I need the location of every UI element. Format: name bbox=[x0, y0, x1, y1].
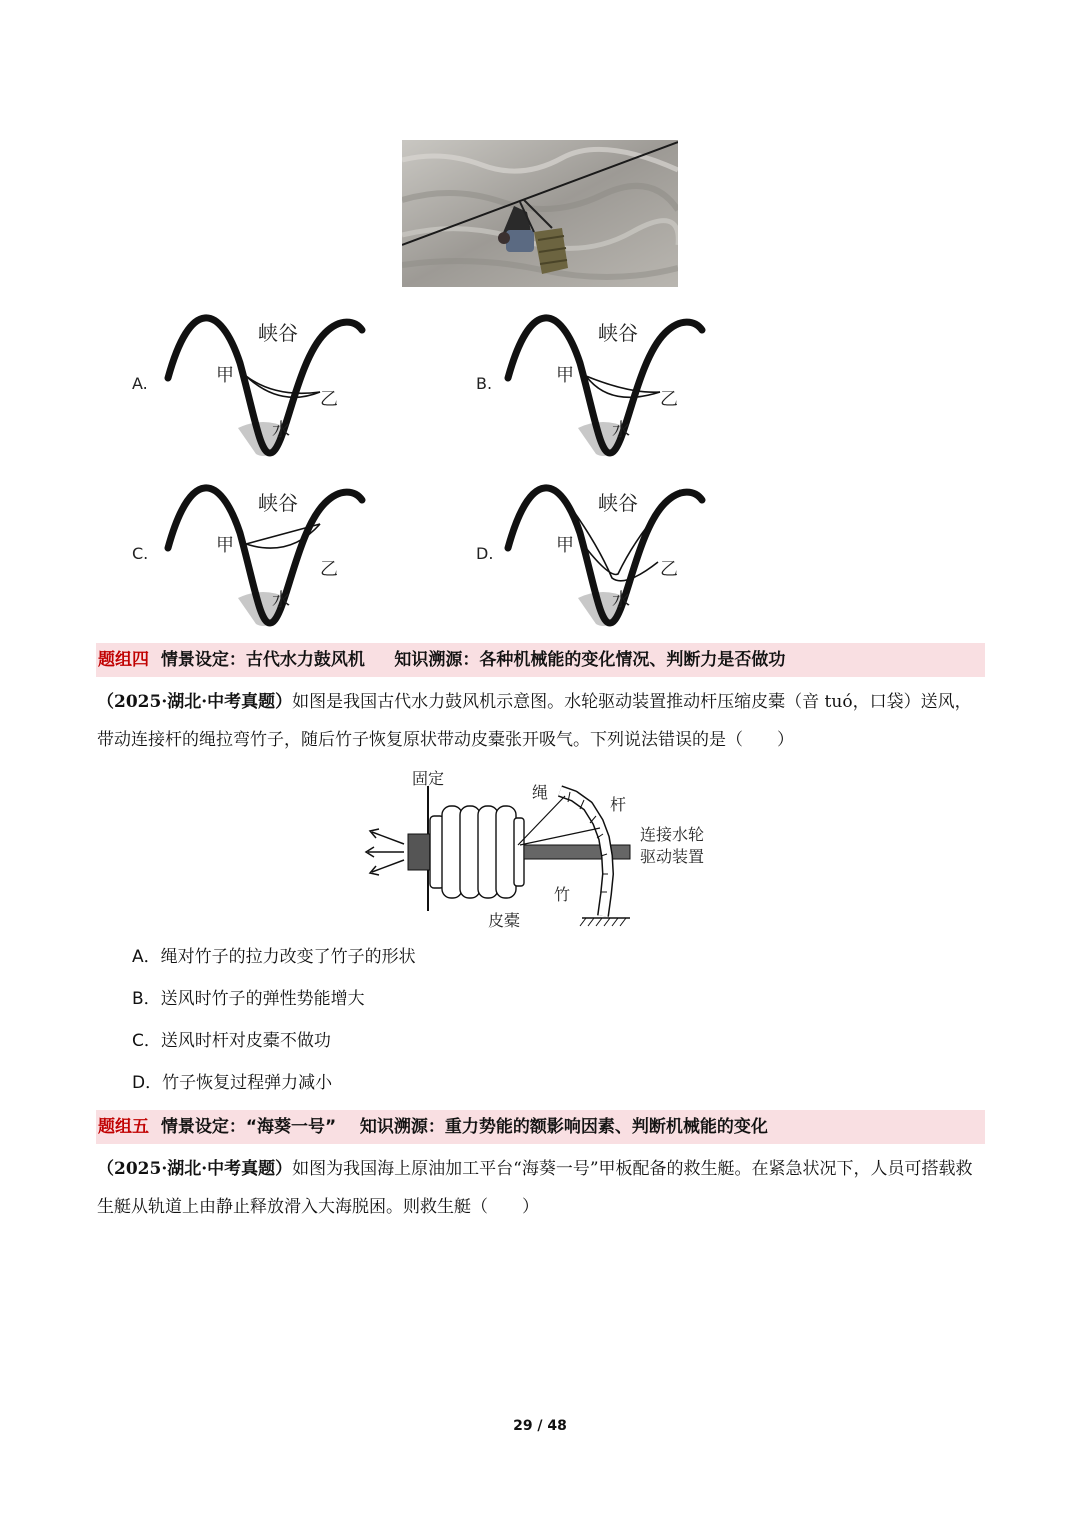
group4-header bbox=[98, 643, 785, 677]
yi-label-c: 乙 bbox=[320, 559, 338, 580]
group4-header-rest: 情景设定：古代水力鼓风机 知识溯源：各种机械能的变化情况、判断力是否做功 bbox=[149, 650, 786, 670]
option-d-letter: D. bbox=[476, 544, 494, 563]
label-fixed: 固定 bbox=[412, 769, 445, 788]
zipline-photo-image bbox=[402, 140, 678, 287]
page-number: 29 / 48 bbox=[513, 1418, 567, 1434]
option-a-letter: A. bbox=[132, 374, 148, 393]
choice-letter: D． bbox=[132, 1073, 163, 1093]
label-bamboo: 竹 bbox=[554, 885, 571, 904]
yi-label-d: 乙 bbox=[660, 559, 678, 580]
group4-tag: 题组四 bbox=[98, 650, 149, 670]
group4-choice-a[interactable] bbox=[132, 945, 416, 969]
jia-label-a: 甲 bbox=[216, 365, 234, 386]
group5-header-rest: 情景设定：“海葵一号” 知识溯源：重力势能的额影响因素、判断机械能的变化 bbox=[149, 1117, 768, 1137]
water-label-c: 水 bbox=[272, 590, 290, 611]
water-label-a: 水 bbox=[272, 420, 290, 441]
jia-label-d: 甲 bbox=[556, 535, 574, 556]
canyon-diagram-a bbox=[160, 308, 370, 463]
group4-question bbox=[97, 683, 987, 759]
choice-text: 竹子恢复过程弹力减小 bbox=[162, 1073, 333, 1093]
canyon-diagram-b bbox=[500, 308, 710, 463]
choice-text: 送风时竹子的弹性势能增大 bbox=[160, 989, 365, 1009]
choice-letter: A． bbox=[132, 947, 161, 967]
canyon-label-d: 峡谷 bbox=[598, 491, 638, 515]
group4-choice-b[interactable] bbox=[132, 987, 365, 1011]
group5-source: （2025·湖北·中考真题） bbox=[97, 1159, 293, 1179]
canyon-label-a: 峡谷 bbox=[258, 321, 298, 345]
group5-question-text: 如图为我国海上原油加工平台“海葵一号”甲板配备的救生艇。在紧急状况下，人员可搭载救生艇从轨道上由静止释放滑入大海脱困。则救生艇（ ） bbox=[97, 1159, 973, 1217]
group4-choice-d[interactable] bbox=[132, 1071, 332, 1095]
canyon-label-c: 峡谷 bbox=[258, 491, 298, 515]
zipline-photo bbox=[402, 140, 678, 287]
option-b-letter: B. bbox=[476, 374, 493, 393]
group5-header bbox=[98, 1110, 768, 1144]
group4-choice-c[interactable] bbox=[132, 1029, 331, 1053]
label-connect-2: 驱动装置 bbox=[640, 847, 705, 866]
jia-label-b: 甲 bbox=[556, 365, 574, 386]
jia-label-c: 甲 bbox=[216, 535, 234, 556]
bellows-diagram bbox=[360, 766, 730, 934]
yi-label-b: 乙 bbox=[660, 389, 678, 410]
choice-text: 绳对竹子的拉力改变了竹子的形状 bbox=[160, 947, 416, 967]
group4-question-text: 如图是我国古代水力鼓风机示意图。水轮驱动装置推动杆压缩皮橐（音 tuó，口袋）送风，带动连接杆的绳拉弯竹子，随后竹子恢复原状带动皮橐张开吸气。下列说法错误的是（ ） bbox=[97, 692, 972, 750]
choice-letter: C． bbox=[132, 1031, 161, 1051]
label-connect-1: 连接水轮 bbox=[640, 825, 705, 844]
water-label-b: 水 bbox=[612, 420, 630, 441]
choice-letter: B． bbox=[132, 989, 161, 1009]
label-bag: 皮橐 bbox=[488, 911, 521, 930]
yi-label-a: 乙 bbox=[320, 389, 338, 410]
group4-source: （2025·湖北·中考真题） bbox=[97, 692, 293, 712]
group5-tag: 题组五 bbox=[98, 1117, 149, 1137]
canyon-diagram-d bbox=[500, 478, 710, 633]
choice-text: 送风时杆对皮橐不做功 bbox=[160, 1031, 331, 1051]
option-c-letter: C. bbox=[132, 544, 149, 563]
label-rod: 杆 bbox=[610, 795, 627, 814]
water-label-d: 水 bbox=[612, 590, 630, 611]
group5-question bbox=[97, 1150, 987, 1226]
canyon-diagram-c bbox=[160, 478, 370, 633]
canyon-label-b: 峡谷 bbox=[598, 321, 638, 345]
label-rope: 绳 bbox=[532, 783, 549, 802]
